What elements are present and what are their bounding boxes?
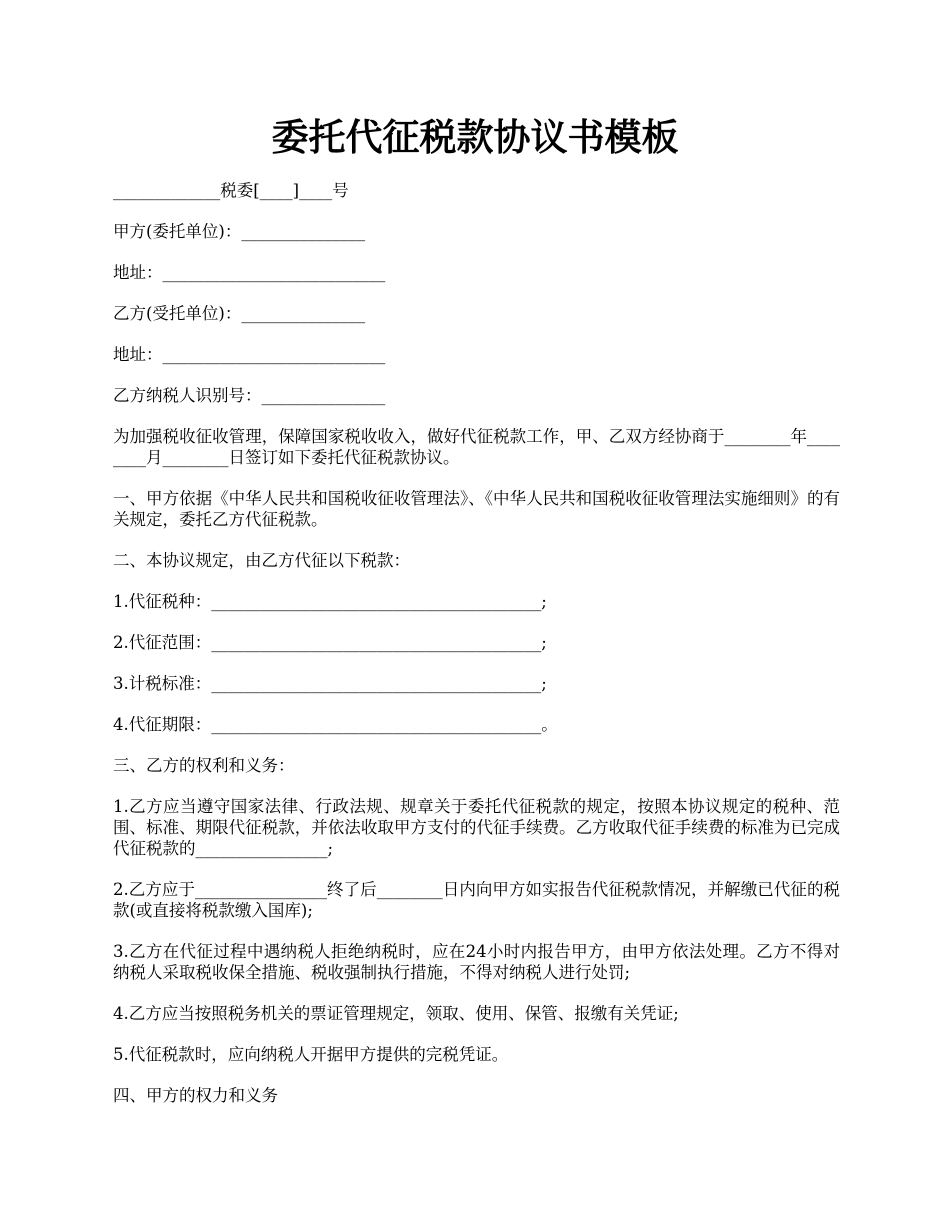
document-body <box>113 180 840 1126</box>
party-b-duty-4: 4.乙方应当按照税务机关的票证管理规定，领取、使用、保管、报缴有关凭证; <box>113 1004 679 1023</box>
document-number-line: _____________税委[____]____号 <box>113 181 349 200</box>
tax-type-field: 1.代征税种：________________________________________; <box>113 592 547 611</box>
party-b-duty-2: 2.乙方应于________________终了后________日内向甲方如实报告代征税款情况，并解缴已代征的税款(或直接将税款缴入国库); <box>113 880 840 920</box>
party-a-address-field: 地址：___________________________ <box>113 263 386 282</box>
clause-4-heading: 四、甲方的权力和义务 <box>113 1086 278 1105</box>
clause-2-heading: 二、本协议规定，由乙方代征以下税款： <box>113 551 410 570</box>
collection-scope-field: 2.代征范围：________________________________________; <box>113 633 547 652</box>
collection-period-field: 4.代征期限：________________________________________。 <box>113 715 558 734</box>
preamble-paragraph: 为加强税收征收管理，保障国家税收收入，做好代征税款工作，甲、乙双方经协商于________年________月________日签订如下委托代征税款协议。 <box>113 427 840 467</box>
party-a-field: 甲方(委托单位)：_______________ <box>113 222 366 241</box>
party-b-duty-1: 1.乙方应当遵守国家法律、行政法规、规章关于委托代征税款的规定，按照本协议规定的税种、范围、标准、期限代征税款，并依法收取甲方支付的代征手续费。乙方收取代征手续费的标准为已完成代征税款的________________; <box>113 797 840 858</box>
party-b-field: 乙方(受托单位)：_______________ <box>113 304 366 323</box>
party-b-address-field: 地址：___________________________ <box>113 345 386 364</box>
party-b-taxpayer-id-field: 乙方纳税人识别号：_______________ <box>113 386 386 405</box>
document-title: 委托代征税款协议书模板 <box>271 115 679 159</box>
clause-3-heading: 三、乙方的权利和义务： <box>113 756 295 775</box>
party-b-duty-5: 5.代征税款时，应向纳税人开据甲方提供的完税凭证。 <box>113 1045 509 1064</box>
tax-standard-field: 3.计税标准：________________________________________; <box>113 674 547 693</box>
party-b-duty-3: 3.乙方在代征过程中遇纳税人拒绝纳税时，应在24小时内报告甲方，由甲方依法处理。乙方不得对纳税人采取税收保全措施、税收强制执行措施，不得对纳税人进行处罚; <box>113 942 840 982</box>
clause-1-paragraph: 一、甲方依据《中华人民共和国税收征收管理法》、《中华人民共和国税收征收管理法实施细则》的有关规定，委托乙方代征税款。 <box>113 489 840 529</box>
